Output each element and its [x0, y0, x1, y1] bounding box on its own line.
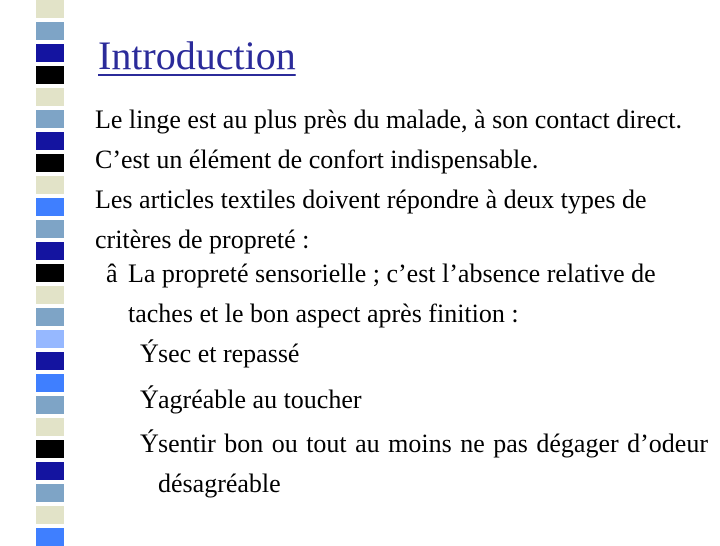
subsub-bullet-icon: Ý: [140, 385, 159, 414]
subsub-item-text: sentir bon ou tout au moins ne pas dégager d’odeur désagréable: [158, 429, 708, 498]
stripe-block: [36, 440, 64, 458]
arrow-bullet-icon: â: [106, 259, 118, 288]
subsub-bullet-icon: Ý: [140, 429, 159, 458]
stripe-block: [36, 528, 64, 546]
stripe-block: [36, 264, 64, 282]
stripe-block: [36, 22, 64, 40]
slide-title: Introduction: [98, 33, 296, 78]
sub-item-text: La propreté sensorielle ; c’est l’absence relative de taches et le bon aspect après finition :: [128, 259, 656, 328]
decorative-stripe: [36, 0, 64, 540]
stripe-block: [36, 396, 64, 414]
paragraph-articles: Les articles textiles doivent répondre à deux types de critères de propreté :: [95, 185, 647, 254]
stripe-block: [36, 506, 64, 524]
stripe-block: [36, 110, 64, 128]
stripe-block: [36, 66, 64, 84]
stripe-block: [36, 462, 64, 480]
stripe-block: [36, 374, 64, 392]
stripe-block: [36, 198, 64, 216]
sub-item-proprete-sensorielle: [106, 254, 708, 334]
stripe-block: [36, 418, 64, 436]
subsub-item-text: agréable au toucher: [158, 385, 362, 414]
stripe-block: [36, 88, 64, 106]
stripe-block: [36, 132, 64, 150]
stripe-block: [36, 176, 64, 194]
stripe-block: [36, 242, 64, 260]
stripe-block: [36, 220, 64, 238]
stripe-block: [36, 286, 64, 304]
paragraph-linge: Le linge est au plus près du malade, à son contact direct. C’est un élément de confort indispensable.: [95, 105, 682, 174]
stripe-block: [36, 308, 64, 326]
subsub-bullet-icon: Ý: [140, 339, 159, 368]
subsub-item-agreable: [140, 380, 708, 420]
subsub-item-text: sec et repassé: [158, 339, 300, 368]
stripe-block: [36, 330, 64, 348]
stripe-block: [36, 484, 64, 502]
subsub-item-sentir: [140, 424, 708, 504]
stripe-block: [36, 44, 64, 62]
stripe-block: [36, 154, 64, 172]
subsub-item-sec: [140, 334, 708, 374]
stripe-block: [36, 0, 64, 18]
stripe-block: [36, 352, 64, 370]
